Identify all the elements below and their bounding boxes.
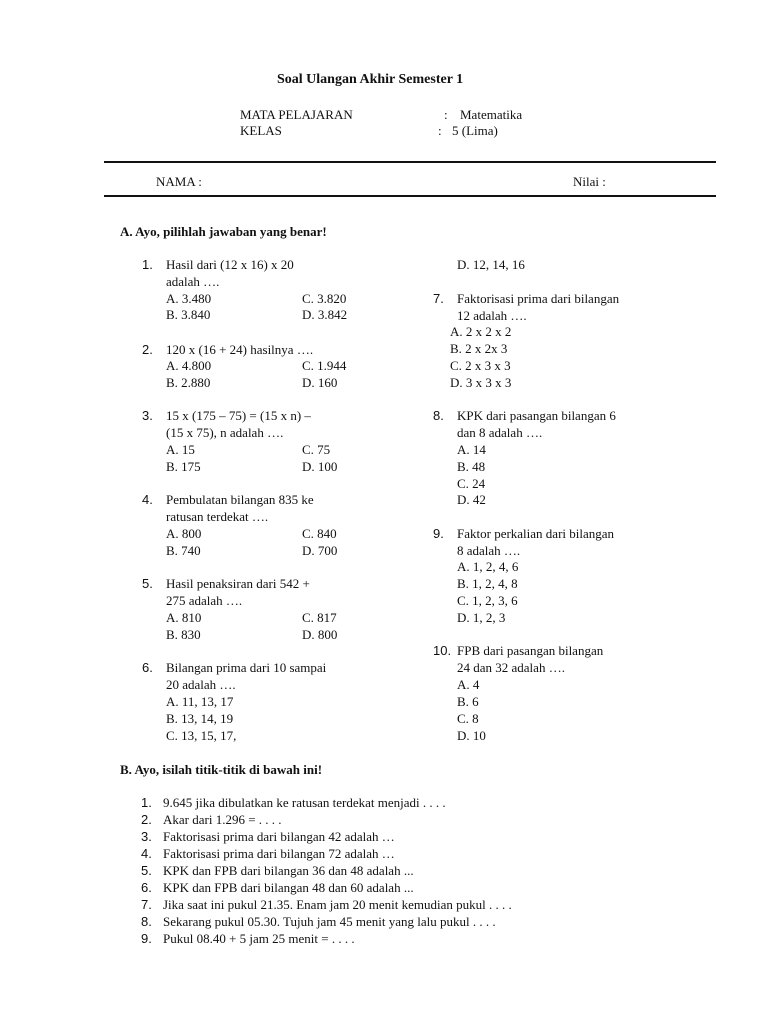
fill-in-number: 3. [141,829,152,844]
answer-option: C. 3.820 [302,291,347,306]
answer-option: A. 800 [166,526,202,541]
answer-option: D. 700 [302,543,338,558]
question-text: FPB dari pasangan bilangan [457,643,604,658]
question-number: 8. [433,408,444,423]
section-b-heading: B. Ayo, isilah titik-titik di bawah ini! [120,762,323,777]
question-number: 4. [142,492,153,507]
class-label: KELAS [240,123,282,138]
answer-option: B. 48 [457,459,486,474]
fill-in-question: KPK dan FPB dari bilangan 36 dan 48 adalah ... [163,863,414,878]
fill-in-question: Jika saat ini pukul 21.35. Enam jam 20 menit kemudian pukul . . . . [163,897,512,912]
answer-option: C. 8 [457,711,479,726]
page-title: Soal Ulangan Akhir Semester 1 [277,72,464,87]
question-text: Faktor perkalian dari bilangan [457,526,615,541]
answer-option: C. 13, 15, 17, [166,728,237,743]
answer-option: A. 15 [166,442,195,457]
fill-in-question: KPK dan FPB dari bilangan 48 dan 60 adalah ... [163,880,414,895]
question-text: Bilangan prima dari 10 sampai [166,660,327,675]
subject-colon: : [444,107,448,122]
fill-in-number: 1. [141,795,152,810]
question-text: Hasil penaksiran dari 542 + [166,576,310,591]
answer-option: D. 3 x 3 x 3 [450,375,512,390]
answer-option: B. 3.840 [166,307,211,322]
answer-option: B. 2.880 [166,375,211,390]
fill-in-question: Pukul 08.40 + 5 jam 25 menit = . . . . [163,931,355,946]
subject-label: MATA PELAJARAN [240,107,353,122]
question-number: 10. [433,643,452,658]
question-number: 1. [142,257,153,272]
answer-option: D. 12, 14, 16 [457,257,525,272]
question-number: 7. [433,291,444,306]
answer-option: B. 830 [166,627,201,642]
subject-value: Matematika [460,107,523,122]
question-text: dan 8 adalah …. [457,424,543,440]
fill-in-question: Faktorisasi prima dari bilangan 42 adalah … [163,829,395,844]
question-text: ratusan terdekat …. [166,508,269,524]
question-number: 3. [142,408,153,423]
question-text: Hasil dari (12 x 16) x 20 [166,257,294,272]
answer-option: A. 4.800 [166,358,212,373]
answer-option: D. 1, 2, 3 [457,610,506,625]
question-number: 9. [433,526,444,541]
question-number: 2. [142,342,153,357]
fill-in-question: Akar dari 1.296 = . . . . [163,812,282,827]
answer-option: C. 2 x 3 x 3 [450,358,511,373]
answer-option: B. 740 [166,543,201,558]
fill-in-question: 9.645 jika dibulatkan ke ratusan terdekat menjadi . . . . [163,795,446,810]
section-a-heading: A. Ayo, pilihlah jawaban yang benar! [120,224,327,239]
fill-in-number: 6. [141,880,152,895]
answer-option: D. 100 [302,459,338,474]
answer-option: D. 160 [302,375,338,390]
answer-option: D. 10 [457,728,486,743]
class-value: 5 (Lima) [452,123,498,138]
answer-option: A. 1, 2, 4, 6 [457,559,519,574]
fill-in-number: 9. [141,931,152,946]
answer-option: A. 2 x 2 x 2 [450,324,512,339]
answer-option: B. 175 [166,459,201,474]
question-text: (15 x 75), n adalah …. [166,424,284,440]
question-text: adalah …. [166,273,220,289]
question-text: Faktorisasi prima dari bilangan [457,291,620,306]
question-text: 20 adalah …. [166,676,236,692]
fill-in-question: Sekarang pukul 05.30. Tujuh jam 45 menit yang lalu pukul . . . . [163,914,496,929]
fill-in-number: 4. [141,846,152,861]
answer-option: D. 800 [302,627,338,642]
answer-option: A. 4 [457,677,480,692]
fill-in-number: 5. [141,863,152,878]
answer-option: D. 42 [457,492,486,507]
answer-option: A. 14 [457,442,486,457]
answer-option: D. 3.842 [302,307,348,322]
fill-in-number: 2. [141,812,152,827]
name-label: NAMA : [156,174,202,189]
question-text: 120 x (16 + 24) hasilnya …. [166,342,314,357]
class-colon: : [438,123,442,138]
header-bottom-rule [104,195,716,197]
question-text: Pembulatan bilangan 835 ke [166,492,314,507]
answer-option: C. 840 [302,526,337,541]
fill-in-number: 7. [141,897,152,912]
answer-option: A. 810 [166,610,202,625]
answer-option: B. 13, 14, 19 [166,711,234,726]
question-number: 6. [142,660,153,675]
answer-option: C. 1.944 [302,358,347,373]
question-text: KPK dari pasangan bilangan 6 [457,408,616,423]
answer-option: C. 1, 2, 3, 6 [457,593,518,608]
answer-option: C. 817 [302,610,337,625]
question-text: 8 adalah …. [457,542,521,558]
answer-option: A. 3.480 [166,291,212,306]
answer-option: A. 11, 13, 17 [166,694,234,709]
answer-option: C. 75 [302,442,331,457]
question-text: 24 dan 32 adalah …. [457,659,565,675]
answer-option: B. 2 x 2x 3 [450,341,508,356]
question-text: 12 adalah …. [457,307,527,323]
header-top-rule [104,161,716,163]
fill-in-number: 8. [141,914,152,929]
question-text: 275 adalah …. [166,592,243,608]
answer-option: B. 1, 2, 4, 8 [457,576,518,591]
answer-option: B. 6 [457,694,479,709]
score-label: Nilai : [573,174,606,189]
answer-option: C. 24 [457,476,486,491]
fill-in-question: Faktorisasi prima dari bilangan 72 adalah … [163,846,395,861]
question-number: 5. [142,576,153,591]
question-text: 15 x (175 – 75) = (15 x n) – [166,408,311,423]
